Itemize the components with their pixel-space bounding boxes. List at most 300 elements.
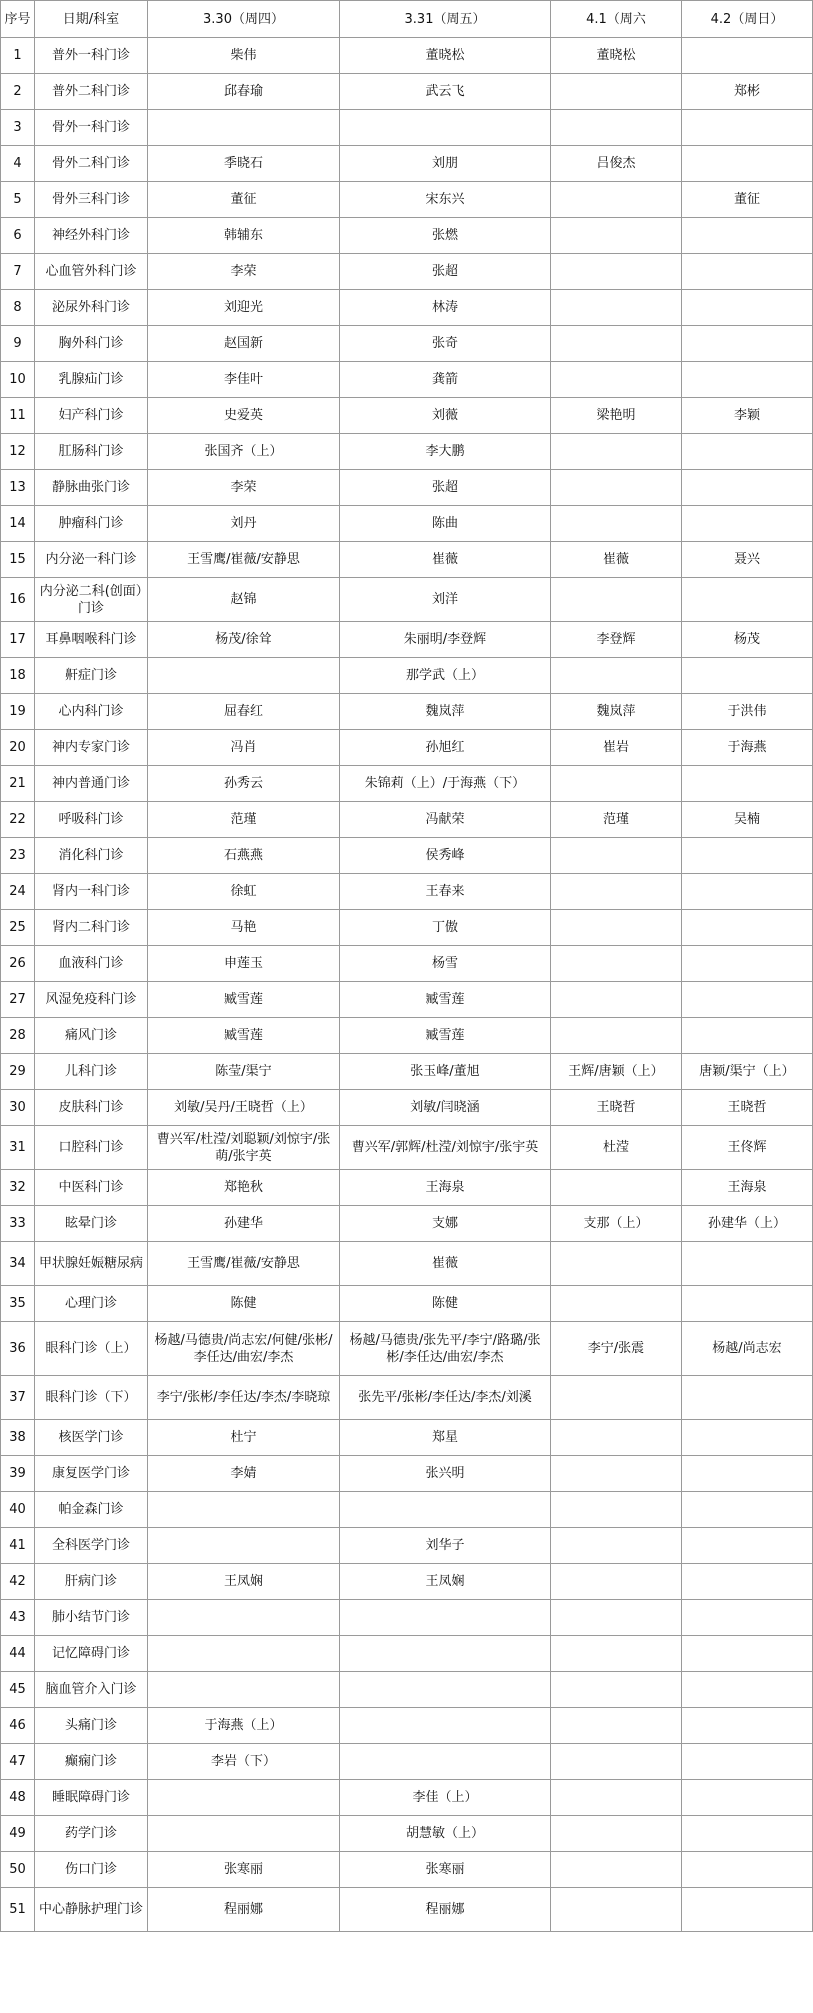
- table-row: [1, 434, 813, 470]
- row-serial-number: 7: [1, 254, 35, 290]
- table-row: [1, 1816, 813, 1852]
- row-serial-number: 45: [1, 1672, 35, 1708]
- table-row: [1, 218, 813, 254]
- row-serial-number: 12: [1, 434, 35, 470]
- schedule-4-2: 于洪伟: [682, 694, 813, 730]
- schedule-3-30: 柴伟: [148, 38, 340, 74]
- department-name: 儿科门诊: [35, 1054, 148, 1090]
- schedule-3-30: 李荣: [148, 470, 340, 506]
- schedule-4-2: [682, 658, 813, 694]
- row-serial-number: 17: [1, 622, 35, 658]
- schedule-3-30: [148, 1528, 340, 1564]
- schedule-4-2: [682, 1600, 813, 1636]
- department-name: 核医学门诊: [35, 1420, 148, 1456]
- schedule-3-31: 张超: [340, 254, 551, 290]
- row-serial-number: 4: [1, 146, 35, 182]
- schedule-3-31: 朱锦莉（上）/于海燕（下）: [340, 766, 551, 802]
- schedule-4-1: [551, 326, 682, 362]
- table-row: [1, 622, 813, 658]
- row-serial-number: 15: [1, 542, 35, 578]
- table-row: [1, 910, 813, 946]
- schedule-3-31: 朱丽明/李登辉: [340, 622, 551, 658]
- row-serial-number: 19: [1, 694, 35, 730]
- schedule-3-31: 侯秀峰: [340, 838, 551, 874]
- schedule-4-1: [551, 470, 682, 506]
- schedule-3-30: 范瑾: [148, 802, 340, 838]
- schedule-3-30: [148, 1600, 340, 1636]
- department-name: 肾内二科门诊: [35, 910, 148, 946]
- schedule-4-1: [551, 1816, 682, 1852]
- row-serial-number: 35: [1, 1286, 35, 1322]
- schedule-3-31: 曹兴军/郭辉/杜滢/刘惊宇/张宇英: [340, 1126, 551, 1170]
- row-serial-number: 41: [1, 1528, 35, 1564]
- row-serial-number: 33: [1, 1206, 35, 1242]
- schedule-4-2: [682, 1744, 813, 1780]
- row-serial-number: 48: [1, 1780, 35, 1816]
- row-serial-number: 16: [1, 578, 35, 622]
- department-name: 记忆障碍门诊: [35, 1636, 148, 1672]
- schedule-3-31: [340, 110, 551, 146]
- schedule-4-1: [551, 1170, 682, 1206]
- department-name: 眩晕门诊: [35, 1206, 148, 1242]
- row-serial-number: 5: [1, 182, 35, 218]
- department-name: 皮肤科门诊: [35, 1090, 148, 1126]
- schedule-3-30: 申莲玉: [148, 946, 340, 982]
- department-name: 帕金森门诊: [35, 1492, 148, 1528]
- department-name: 中医科门诊: [35, 1170, 148, 1206]
- table-row: [1, 74, 813, 110]
- table-row: [1, 38, 813, 74]
- schedule-3-31: 陈健: [340, 1286, 551, 1322]
- schedule-3-30: 臧雪莲: [148, 982, 340, 1018]
- schedule-3-31: 张寒丽: [340, 1852, 551, 1888]
- schedule-3-31: 王凤娴: [340, 1564, 551, 1600]
- schedule-3-31: 崔薇: [340, 1242, 551, 1286]
- schedule-4-2: [682, 1286, 813, 1322]
- department-name: 呼吸科门诊: [35, 802, 148, 838]
- row-serial-number: 37: [1, 1376, 35, 1420]
- row-serial-number: 34: [1, 1242, 35, 1286]
- header-row: [1, 1, 813, 38]
- header-date-4-1: 4.1（周六: [551, 1, 682, 38]
- row-serial-number: 42: [1, 1564, 35, 1600]
- schedule-3-30: 韩辅东: [148, 218, 340, 254]
- schedule-3-31: 张超: [340, 470, 551, 506]
- table-row: [1, 1376, 813, 1420]
- department-name: 头痛门诊: [35, 1708, 148, 1744]
- table-row: [1, 1456, 813, 1492]
- schedule-3-30: 杜宁: [148, 1420, 340, 1456]
- table-row: [1, 146, 813, 182]
- department-name: 静脉曲张门诊: [35, 470, 148, 506]
- schedule-3-30: 孙建华: [148, 1206, 340, 1242]
- table-row: [1, 1242, 813, 1286]
- schedule-3-31: [340, 1744, 551, 1780]
- department-name: 内分泌二科(创面）门诊: [35, 578, 148, 622]
- schedule-4-2: [682, 506, 813, 542]
- table-row: [1, 1492, 813, 1528]
- schedule-4-1: [551, 578, 682, 622]
- department-name: 康复医学门诊: [35, 1456, 148, 1492]
- schedule-3-31: [340, 1708, 551, 1744]
- schedule-4-2: [682, 1708, 813, 1744]
- department-name: 神内普通门诊: [35, 766, 148, 802]
- table-row: [1, 542, 813, 578]
- department-name: 癫痫门诊: [35, 1744, 148, 1780]
- schedule-4-1: [551, 110, 682, 146]
- row-serial-number: 50: [1, 1852, 35, 1888]
- schedule-3-31: 张玉峰/董旭: [340, 1054, 551, 1090]
- schedule-4-1: [551, 874, 682, 910]
- schedule-4-1: [551, 1672, 682, 1708]
- schedule-3-30: 刘敏/吴丹/王晓哲（上）: [148, 1090, 340, 1126]
- schedule-4-1: [551, 1636, 682, 1672]
- row-serial-number: 14: [1, 506, 35, 542]
- table-row: [1, 838, 813, 874]
- table-row: [1, 1780, 813, 1816]
- schedule-3-31: 武云飞: [340, 74, 551, 110]
- schedule-4-1: [551, 1286, 682, 1322]
- schedule-4-1: [551, 1492, 682, 1528]
- row-serial-number: 40: [1, 1492, 35, 1528]
- schedule-4-1: [551, 946, 682, 982]
- schedule-3-30: 郑艳秋: [148, 1170, 340, 1206]
- schedule-3-30: 曹兴军/杜滢/刘聪颖/刘惊宇/张萌/张宇英: [148, 1126, 340, 1170]
- schedule-4-2: [682, 470, 813, 506]
- schedule-3-31: 刘华子: [340, 1528, 551, 1564]
- schedule-4-1: [551, 74, 682, 110]
- schedule-4-2: [682, 1018, 813, 1054]
- schedule-4-1: [551, 506, 682, 542]
- table-row: [1, 1600, 813, 1636]
- table-row: [1, 1564, 813, 1600]
- department-name: 骨外一科门诊: [35, 110, 148, 146]
- schedule-4-1: 王辉/唐颖（上）: [551, 1054, 682, 1090]
- schedule-4-1: [551, 1018, 682, 1054]
- schedule-3-30: 王雪鹰/崔薇/安静思: [148, 1242, 340, 1286]
- schedule-4-2: [682, 838, 813, 874]
- table-row: [1, 802, 813, 838]
- schedule-4-2: 郑彬: [682, 74, 813, 110]
- schedule-3-31: 李大鹏: [340, 434, 551, 470]
- schedule-4-1: [551, 1420, 682, 1456]
- schedule-3-30: [148, 1672, 340, 1708]
- table-row: [1, 1420, 813, 1456]
- schedule-4-2: [682, 1780, 813, 1816]
- schedule-4-1: 李登辉: [551, 622, 682, 658]
- schedule-3-30: 马艳: [148, 910, 340, 946]
- schedule-3-30: 于海燕（上）: [148, 1708, 340, 1744]
- schedule-3-31: [340, 1600, 551, 1636]
- row-serial-number: 44: [1, 1636, 35, 1672]
- table-row: [1, 110, 813, 146]
- schedule-3-30: 屈春红: [148, 694, 340, 730]
- schedule-4-2: 杨越/尚志宏: [682, 1322, 813, 1376]
- schedule-4-1: [551, 1708, 682, 1744]
- department-name: 消化科门诊: [35, 838, 148, 874]
- schedule-3-31: 胡慧敏（上）: [340, 1816, 551, 1852]
- schedule-3-30: 季晓石: [148, 146, 340, 182]
- table-row: [1, 1206, 813, 1242]
- schedule-4-1: [551, 1456, 682, 1492]
- schedule-4-1: [551, 658, 682, 694]
- schedule-3-30: 徐虹: [148, 874, 340, 910]
- row-serial-number: 31: [1, 1126, 35, 1170]
- schedule-3-31: 李佳（上）: [340, 1780, 551, 1816]
- department-name: 普外一科门诊: [35, 38, 148, 74]
- table-row: [1, 730, 813, 766]
- schedule-3-31: 宋东兴: [340, 182, 551, 218]
- row-serial-number: 21: [1, 766, 35, 802]
- schedule-4-1: [551, 362, 682, 398]
- schedule-3-30: 赵锦: [148, 578, 340, 622]
- schedule-3-31: 董晓松: [340, 38, 551, 74]
- schedule-4-2: 孙建华（上）: [682, 1206, 813, 1242]
- schedule-4-2: 李颖: [682, 398, 813, 434]
- schedule-3-30: 刘迎光: [148, 290, 340, 326]
- schedule-3-31: [340, 1492, 551, 1528]
- header-date-3-30: 3.30（周四）: [148, 1, 340, 38]
- schedule-4-1: [551, 1888, 682, 1932]
- schedule-4-2: 王海泉: [682, 1170, 813, 1206]
- schedule-4-1: 魏岚萍: [551, 694, 682, 730]
- schedule-3-30: 陈莹/渠宁: [148, 1054, 340, 1090]
- row-serial-number: 23: [1, 838, 35, 874]
- department-name: 睡眠障碍门诊: [35, 1780, 148, 1816]
- schedule-4-2: 王佟辉: [682, 1126, 813, 1170]
- table-row: [1, 578, 813, 622]
- header-date-3-31: 3.31（周五）: [340, 1, 551, 38]
- schedule-4-1: 王晓哲: [551, 1090, 682, 1126]
- row-serial-number: 29: [1, 1054, 35, 1090]
- header-date-4-2: 4.2（周日）: [682, 1, 813, 38]
- table-row: [1, 1286, 813, 1322]
- schedule-4-2: 聂兴: [682, 542, 813, 578]
- schedule-3-30: 张寒丽: [148, 1852, 340, 1888]
- schedule-3-31: 陈曲: [340, 506, 551, 542]
- schedule-3-30: 邱春瑜: [148, 74, 340, 110]
- schedule-3-30: 李荣: [148, 254, 340, 290]
- schedule-3-31: 刘敏/闫晓涵: [340, 1090, 551, 1126]
- schedule-3-30: 冯肖: [148, 730, 340, 766]
- schedule-4-2: [682, 910, 813, 946]
- schedule-4-1: 董晓松: [551, 38, 682, 74]
- schedule-3-31: 冯献荣: [340, 802, 551, 838]
- row-serial-number: 51: [1, 1888, 35, 1932]
- schedule-3-31: 杨雪: [340, 946, 551, 982]
- schedule-4-2: [682, 766, 813, 802]
- department-name: 眼科门诊（下）: [35, 1376, 148, 1420]
- schedule-3-31: 郑星: [340, 1420, 551, 1456]
- department-name: 胸外科门诊: [35, 326, 148, 362]
- schedule-4-1: [551, 1242, 682, 1286]
- schedule-3-30: [148, 1636, 340, 1672]
- department-name: 耳鼻咽喉科门诊: [35, 622, 148, 658]
- schedule-4-2: 董征: [682, 182, 813, 218]
- department-name: 中心静脉护理门诊: [35, 1888, 148, 1932]
- table-row: [1, 182, 813, 218]
- header-date-department: 日期/科室: [35, 1, 148, 38]
- schedule-3-31: 程丽娜: [340, 1888, 551, 1932]
- schedule-4-1: [551, 1376, 682, 1420]
- department-name: 内分泌一科门诊: [35, 542, 148, 578]
- schedule-4-2: [682, 874, 813, 910]
- department-name: 心理门诊: [35, 1286, 148, 1322]
- schedule-4-1: 支那（上）: [551, 1206, 682, 1242]
- schedule-4-1: 李宁/张震: [551, 1322, 682, 1376]
- schedule-3-30: 李佳叶: [148, 362, 340, 398]
- table-row: [1, 290, 813, 326]
- schedule-4-1: 崔薇: [551, 542, 682, 578]
- schedule-3-30: 陈健: [148, 1286, 340, 1322]
- department-name: 肺小结节门诊: [35, 1600, 148, 1636]
- table-row: [1, 1170, 813, 1206]
- row-serial-number: 10: [1, 362, 35, 398]
- row-serial-number: 13: [1, 470, 35, 506]
- schedule-3-30: [148, 1816, 340, 1852]
- row-serial-number: 47: [1, 1744, 35, 1780]
- department-name: 肿瘤科门诊: [35, 506, 148, 542]
- row-serial-number: 46: [1, 1708, 35, 1744]
- department-name: 甲状腺妊娠糖尿病: [35, 1242, 148, 1286]
- table-row: [1, 766, 813, 802]
- schedule-4-2: [682, 1672, 813, 1708]
- schedule-3-31: 张燃: [340, 218, 551, 254]
- table-row: [1, 1054, 813, 1090]
- schedule-3-31: 刘朋: [340, 146, 551, 182]
- schedule-4-2: [682, 1242, 813, 1286]
- schedule-3-31: 王春来: [340, 874, 551, 910]
- row-serial-number: 28: [1, 1018, 35, 1054]
- schedule-4-2: [682, 362, 813, 398]
- schedule-4-2: 唐颖/渠宁（上）: [682, 1054, 813, 1090]
- schedule-4-2: [682, 1456, 813, 1492]
- department-name: 肾内一科门诊: [35, 874, 148, 910]
- schedule-4-1: [551, 1780, 682, 1816]
- table-row: [1, 1672, 813, 1708]
- table-row: [1, 1090, 813, 1126]
- department-name: 妇产科门诊: [35, 398, 148, 434]
- schedule-4-2: [682, 1420, 813, 1456]
- row-serial-number: 22: [1, 802, 35, 838]
- schedule-4-1: 杜滢: [551, 1126, 682, 1170]
- schedule-4-2: 杨茂: [682, 622, 813, 658]
- table-row: [1, 398, 813, 434]
- schedule-3-31: 崔薇: [340, 542, 551, 578]
- department-name: 乳腺疝门诊: [35, 362, 148, 398]
- table-row: [1, 506, 813, 542]
- row-serial-number: 9: [1, 326, 35, 362]
- table-row: [1, 694, 813, 730]
- schedule-4-2: [682, 218, 813, 254]
- schedule-3-31: 那学武（上）: [340, 658, 551, 694]
- department-name: 药学门诊: [35, 1816, 148, 1852]
- schedule-3-31: 刘洋: [340, 578, 551, 622]
- schedule-3-30: [148, 1492, 340, 1528]
- table-row: [1, 254, 813, 290]
- department-name: 骨外三科门诊: [35, 182, 148, 218]
- department-name: 眼科门诊（上）: [35, 1322, 148, 1376]
- row-serial-number: 36: [1, 1322, 35, 1376]
- schedule-3-30: 赵国新: [148, 326, 340, 362]
- schedule-3-30: 孙秀云: [148, 766, 340, 802]
- row-serial-number: 26: [1, 946, 35, 982]
- schedule-4-2: [682, 1492, 813, 1528]
- schedule-4-2: [682, 290, 813, 326]
- schedule-4-2: [682, 326, 813, 362]
- schedule-3-30: 杨越/马德贵/尚志宏/何健/张彬/李任达/曲宏/李杰: [148, 1322, 340, 1376]
- schedule-4-2: [682, 1636, 813, 1672]
- schedule-3-31: 杨越/马德贵/张先平/李宁/路璐/张彬/李任达/曲宏/李杰: [340, 1322, 551, 1376]
- schedule-4-2: [682, 1564, 813, 1600]
- department-name: 肝病门诊: [35, 1564, 148, 1600]
- schedule-3-31: 孙旭红: [340, 730, 551, 766]
- table-row: [1, 874, 813, 910]
- department-name: 普外二科门诊: [35, 74, 148, 110]
- schedule-4-1: [551, 434, 682, 470]
- schedule-4-1: [551, 766, 682, 802]
- department-name: 心血管外科门诊: [35, 254, 148, 290]
- schedule-4-2: [682, 1528, 813, 1564]
- row-serial-number: 39: [1, 1456, 35, 1492]
- department-name: 骨外二科门诊: [35, 146, 148, 182]
- table-row: [1, 1322, 813, 1376]
- table-row: [1, 362, 813, 398]
- schedule-4-2: [682, 1376, 813, 1420]
- table-row: [1, 1018, 813, 1054]
- schedule-3-30: 史爱英: [148, 398, 340, 434]
- schedule-3-30: [148, 110, 340, 146]
- schedule-4-1: 梁艳明: [551, 398, 682, 434]
- schedule-4-1: [551, 982, 682, 1018]
- schedule-3-31: 刘薇: [340, 398, 551, 434]
- schedule-4-1: [551, 1852, 682, 1888]
- row-serial-number: 18: [1, 658, 35, 694]
- schedule-4-1: [551, 1528, 682, 1564]
- schedule-4-1: 崔岩: [551, 730, 682, 766]
- table-row: [1, 326, 813, 362]
- table-row: [1, 982, 813, 1018]
- department-name: 风湿免疫科门诊: [35, 982, 148, 1018]
- schedule-4-2: 于海燕: [682, 730, 813, 766]
- schedule-3-31: 王海泉: [340, 1170, 551, 1206]
- row-serial-number: 25: [1, 910, 35, 946]
- department-name: 痛风门诊: [35, 1018, 148, 1054]
- schedule-3-31: [340, 1672, 551, 1708]
- schedule-3-30: [148, 1780, 340, 1816]
- row-serial-number: 3: [1, 110, 35, 146]
- schedule-3-31: [340, 1636, 551, 1672]
- schedule-3-31: 魏岚萍: [340, 694, 551, 730]
- table-row: [1, 1744, 813, 1780]
- row-serial-number: 38: [1, 1420, 35, 1456]
- department-name: 神经外科门诊: [35, 218, 148, 254]
- schedule-4-2: 吴楠: [682, 802, 813, 838]
- schedule-4-1: [551, 1744, 682, 1780]
- schedule-4-1: [551, 182, 682, 218]
- schedule-3-31: 龚箭: [340, 362, 551, 398]
- department-name: 肛肠科门诊: [35, 434, 148, 470]
- schedule-3-31: 林涛: [340, 290, 551, 326]
- schedule-3-30: 刘丹: [148, 506, 340, 542]
- header-serial-number: 序号: [1, 1, 35, 38]
- table-row: [1, 1636, 813, 1672]
- schedule-4-2: 王晓哲: [682, 1090, 813, 1126]
- schedule-4-1: [551, 1564, 682, 1600]
- schedule-3-30: 董征: [148, 182, 340, 218]
- schedule-3-30: 王凤娴: [148, 1564, 340, 1600]
- schedule-3-31: 支娜: [340, 1206, 551, 1242]
